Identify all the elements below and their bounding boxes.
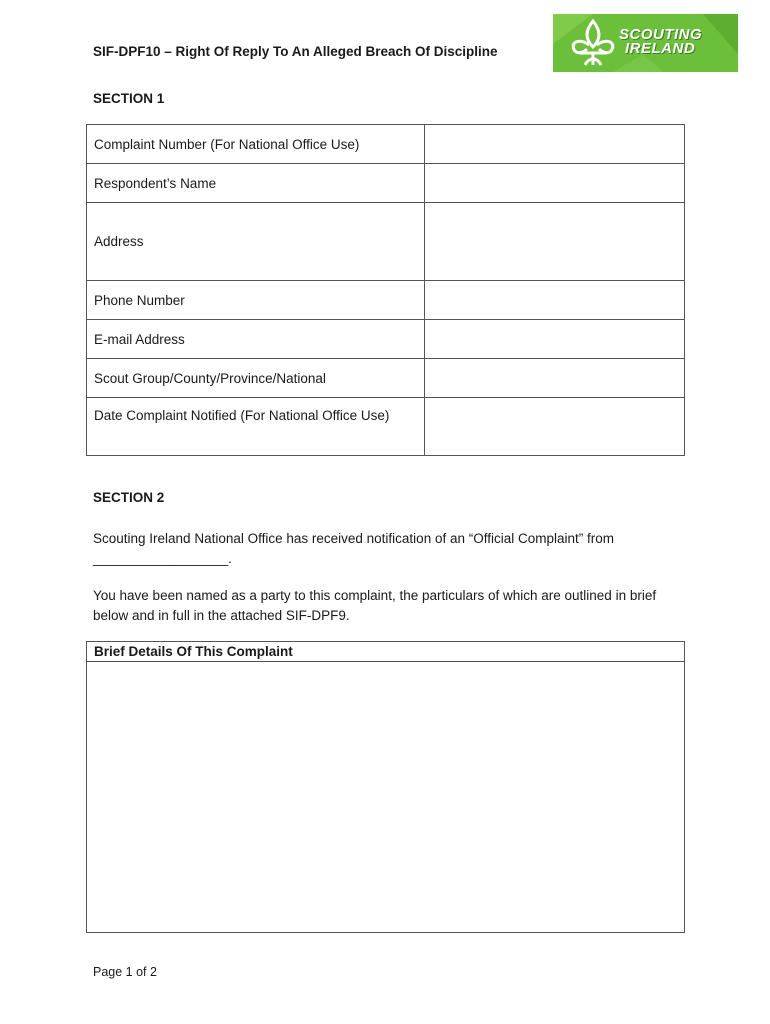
phone-number-label: Phone Number [87,281,425,320]
complaint-details-field[interactable] [87,662,684,932]
table-row [87,125,685,164]
respondent-info-table [86,124,685,456]
respondent-name-field[interactable] [425,164,685,203]
scout-group-label: Scout Group/County/Province/National [87,359,425,398]
email-address-label: E-mail Address [87,320,425,359]
fleur-de-lis-icon [573,21,613,65]
table-row [87,398,685,456]
complaint-number-label: Complaint Number (For National Office Use) [87,125,425,164]
phone-number-field[interactable] [425,281,685,320]
named-party-paragraph: You have been named as a party to this complaint, the particulars of which are outlined in brief below and in full in the attached SIF-DPF9. [93,588,657,623]
complaint-details-heading: Brief Details Of This Complaint [87,642,684,662]
table-row [87,164,685,203]
scout-group-field[interactable] [425,359,685,398]
respondent-name-label: Respondent’s Name [87,164,425,203]
scouting-ireland-logo [553,14,738,72]
table-row [87,320,685,359]
logo-line-2: IRELAND [625,40,696,57]
section-2-heading: SECTION 2 [93,490,165,505]
document-title: SIF-DPF10 – Right Of Reply To An Alleged Breach Of Discipline [93,44,498,59]
table-row [87,281,685,320]
table-row [87,203,685,281]
address-field[interactable] [425,203,685,281]
table-row [87,359,685,398]
page-number: Page 1 of 2 [93,965,157,979]
logo-line-1: SCOUTING [619,26,703,43]
address-label: Address [87,203,425,281]
notification-paragraph: Scouting Ireland National Office has received notification of an “Official Complaint” from __________________. [93,531,615,566]
complaint-number-field[interactable] [425,125,685,164]
logo-text [619,28,702,56]
email-address-field[interactable] [425,320,685,359]
date-notified-label: Date Complaint Notified (For National Office Use) [87,398,425,456]
date-notified-field[interactable] [425,398,685,456]
section-1-heading: SECTION 1 [93,91,165,106]
complaint-details-box [86,641,685,933]
